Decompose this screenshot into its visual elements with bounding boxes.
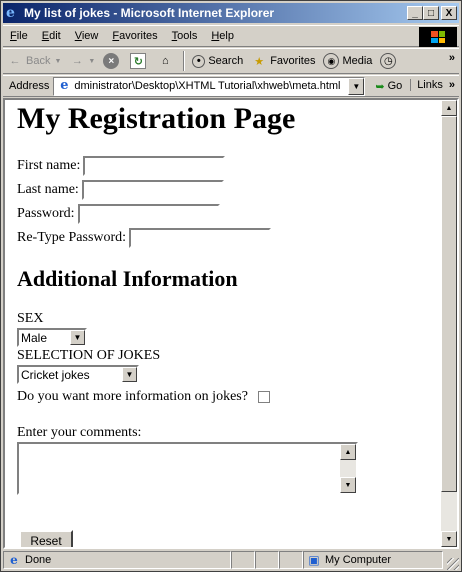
scroll-up-icon[interactable]: ▲ [441,100,457,116]
status-panel [279,551,303,569]
media-icon: ◉ [323,53,339,69]
page-done-icon: e [10,553,18,567]
forward-dropdown-icon[interactable]: ▼ [88,57,96,65]
last-name-input[interactable] [82,180,224,200]
status-text-cell [3,551,231,569]
forward-arrow-icon: → [71,55,83,67]
first-name-row [17,154,442,178]
page-scrollbar[interactable] [441,100,457,547]
scrollbar-thumb[interactable] [441,116,457,492]
page-icon: e [60,78,69,93]
first-name-input[interactable] [83,156,225,176]
comments-label: Enter your comments: [17,425,142,440]
page-content [5,100,442,547]
refresh-icon: ↻ [130,53,146,69]
media-button[interactable] [319,50,376,72]
more-info-row [17,388,442,406]
media-label: Media [342,55,373,67]
page-title: My Registration Page [17,102,296,135]
sex-select[interactable] [17,328,87,347]
history-button[interactable] [376,50,403,72]
ie-logo-icon: e [6,5,15,21]
search-label: Search [208,55,244,67]
password-row [17,202,442,226]
menu-view[interactable]: View [74,30,99,42]
computer-icon: ▣ [308,553,320,567]
jokes-selected-value: Cricket jokes [21,367,90,382]
chevron-down-icon[interactable]: ▼ [122,367,137,382]
status-text: Done [25,554,52,566]
address-label: Address [9,80,50,92]
menu-bar [3,25,459,47]
refresh-button[interactable] [126,50,153,72]
home-button[interactable] [153,50,180,72]
search-button[interactable] [188,50,247,72]
jokes-label: SELECTION OF JOKES [17,348,161,363]
sex-selected-value: Male [21,330,48,345]
retype-password-row [17,226,442,250]
window-title: My list of jokes - Microsoft Internet Explorer [24,6,275,20]
go-label: Go [387,80,403,92]
last-name-label: Last name: [17,182,79,197]
toolbar-separator [183,51,185,71]
chevron-down-icon[interactable]: ▼ [70,330,85,345]
favorites-label: Favorites [270,55,316,67]
links-overflow-icon[interactable]: » [448,79,455,91]
password-input[interactable] [78,204,220,224]
address-dropdown-icon[interactable]: ▼ [348,78,364,95]
back-dropdown-icon[interactable]: ▼ [54,57,62,65]
menu-favorites[interactable]: Favorites [112,30,158,42]
go-button[interactable] [375,80,402,93]
menu-edit[interactable]: Edit [41,30,61,42]
favorites-button[interactable] [247,50,319,72]
stop-icon: × [103,53,119,69]
scroll-down-icon[interactable]: ▼ [340,477,356,493]
status-bar [3,550,459,570]
sex-label: SEX [17,311,44,326]
standard-toolbar [3,48,459,74]
scroll-up-icon[interactable]: ▲ [340,444,356,460]
first-name-label: First name: [17,158,81,173]
toolbar-overflow-icon[interactable]: » [448,52,455,64]
scroll-down-icon[interactable]: ▼ [441,531,457,547]
more-info-checkbox[interactable] [258,391,270,403]
status-panel [255,551,279,569]
retype-password-label: Re-Type Password: [17,230,127,245]
comments-textarea[interactable] [17,442,358,495]
last-name-row [17,178,442,202]
history-icon: ◷ [380,53,396,69]
close-button[interactable]: X [441,6,457,20]
forward-button[interactable] [65,50,99,72]
menu-help[interactable]: Help [211,30,234,42]
windows-logo-icon [419,27,457,47]
back-button[interactable] [3,50,65,72]
maximize-button[interactable]: □ [423,6,439,20]
address-bar [3,75,459,97]
home-icon: ⌂ [162,55,169,67]
textarea-scrollbar[interactable] [340,444,356,493]
address-value[interactable]: dministrator\Desktop\XHTML Tutorial\xhweb\meta.html [74,80,341,92]
status-panel [231,551,255,569]
zone-text: My Computer [325,554,392,566]
links-label: Links [417,79,443,91]
favorites-star-icon: ★ [254,55,265,68]
jokes-select[interactable] [17,365,139,384]
password-label: Password: [17,206,75,221]
retype-password-input[interactable] [129,228,271,248]
reset-button[interactable]: Reset [19,530,73,547]
section-heading: Additional Information [17,266,238,291]
links-button[interactable] [410,79,455,91]
menu-file[interactable]: File [10,30,28,42]
back-label: Back [26,55,51,67]
minimize-button[interactable]: _ [407,6,423,20]
page-viewport [3,98,459,549]
zone-cell [303,551,443,569]
title-bar[interactable] [3,3,459,23]
back-arrow-icon: ← [9,55,21,67]
resize-grip-icon[interactable] [447,558,459,570]
search-icon: • [192,55,205,68]
address-field[interactable] [53,77,365,96]
go-arrow-icon: ➥ [375,80,385,93]
stop-button[interactable] [99,50,126,72]
more-info-label: Do you want more information on jokes? [17,389,248,404]
menu-tools[interactable]: Tools [171,30,198,42]
